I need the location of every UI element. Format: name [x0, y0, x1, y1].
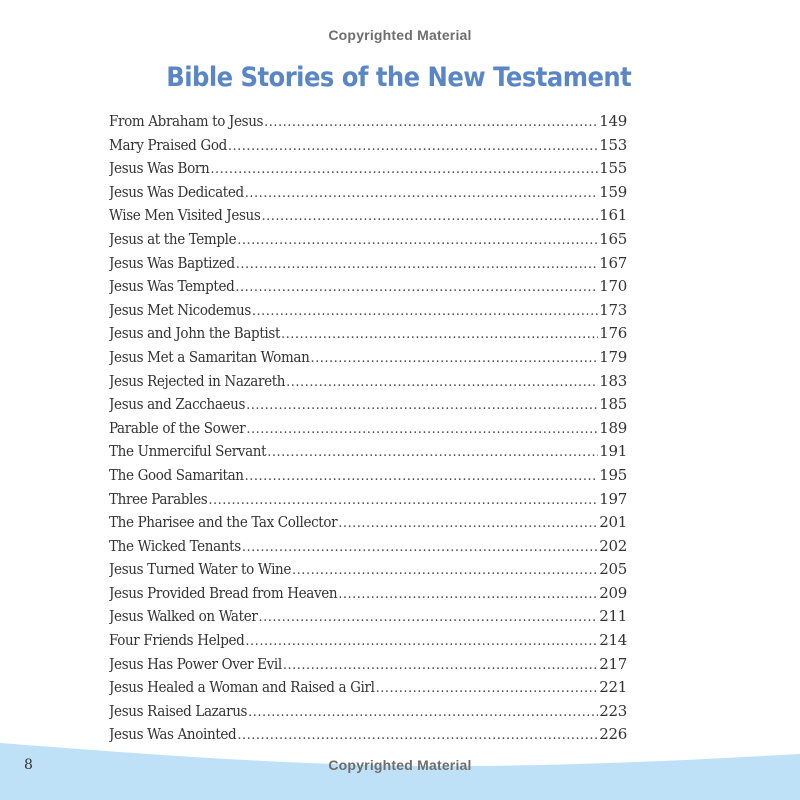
dot-leader — [208, 493, 598, 508]
toc-entry[interactable] — [109, 230, 627, 254]
toc-entry-page: 173 — [599, 300, 627, 319]
dot-leader — [235, 280, 598, 295]
toc-entry[interactable] — [109, 254, 627, 278]
dot-leader — [237, 233, 598, 248]
toc-entry-page: 226 — [599, 725, 627, 744]
toc-entry-page: 211 — [599, 607, 627, 626]
toc-entry[interactable] — [109, 655, 627, 679]
dot-leader — [267, 445, 598, 460]
toc-entry[interactable] — [109, 348, 627, 372]
toc-entry-page: 191 — [599, 442, 627, 461]
dot-leader — [245, 634, 598, 649]
dot-leader — [258, 610, 598, 625]
toc-entry-page: 183 — [599, 371, 627, 390]
toc-entry-page: 176 — [599, 324, 627, 343]
dot-leader — [210, 162, 598, 177]
dot-leader — [292, 563, 598, 578]
toc-entry-page: 155 — [599, 159, 627, 178]
dot-leader — [242, 540, 598, 555]
toc-entry[interactable] — [109, 395, 627, 419]
dot-leader — [246, 398, 598, 413]
toc-entry[interactable] — [109, 537, 627, 561]
toc-entry[interactable] — [109, 490, 627, 514]
toc-entry[interactable] — [109, 183, 627, 207]
toc-entry-page: 159 — [599, 182, 627, 201]
toc-entry[interactable] — [109, 112, 627, 136]
toc-entry[interactable] — [109, 678, 627, 702]
dot-leader — [281, 327, 598, 342]
toc-entry-page: 161 — [599, 206, 627, 225]
toc-entry[interactable] — [109, 725, 627, 749]
toc-entry[interactable] — [109, 442, 627, 466]
toc-entry-title: Jesus Raised Lazarus — [109, 701, 248, 720]
toc-entry-title: Jesus Rejected in Nazareth — [109, 371, 286, 390]
toc-entry-title: Three Parables — [109, 489, 208, 508]
toc-entry-page: 201 — [599, 513, 627, 532]
toc-entry[interactable] — [109, 206, 627, 230]
toc-entry-page: 153 — [599, 135, 627, 154]
toc-entry-title: Jesus Was Anointed — [109, 725, 237, 744]
toc-entry-page: 167 — [599, 253, 627, 272]
dot-leader — [376, 681, 599, 696]
toc-entry-page: 179 — [599, 347, 627, 366]
toc-entry-title: Parable of the Sower — [109, 418, 246, 437]
toc-entry-page: 223 — [599, 701, 627, 720]
dot-leader — [248, 705, 598, 720]
toc-entry-title: Jesus Met a Samaritan Woman — [109, 347, 310, 366]
toc-entry-title: Jesus and Zacchaeus — [109, 395, 246, 414]
toc-entry[interactable] — [109, 607, 627, 631]
copyright-watermark-bottom: Copyrighted Material — [328, 757, 472, 773]
table-of-contents — [109, 112, 627, 749]
toc-entry-page: 214 — [599, 631, 627, 650]
toc-entry-title: Jesus Met Nicodemus — [109, 300, 251, 319]
dot-leader — [246, 422, 598, 437]
dot-leader — [310, 351, 598, 366]
toc-entry-title: The Unmerciful Servant — [109, 442, 267, 461]
toc-entry-title: Jesus and John the Baptist — [109, 324, 281, 343]
toc-entry-title: Jesus Provided Bread from Heaven — [109, 583, 338, 602]
toc-entry-title: Jesus at the Temple — [109, 229, 237, 248]
toc-entry-title: Jesus Walked on Water — [109, 607, 258, 626]
toc-entry-title: Four Friends Helped — [109, 631, 245, 650]
dot-leader — [286, 375, 598, 390]
toc-entry[interactable] — [109, 136, 627, 160]
toc-entry[interactable] — [109, 324, 627, 348]
toc-entry-page: 189 — [599, 418, 627, 437]
toc-entry[interactable] — [109, 560, 627, 584]
dot-leader — [338, 516, 598, 531]
toc-entry[interactable] — [109, 584, 627, 608]
toc-entry-page: 149 — [599, 112, 627, 130]
dot-leader — [237, 728, 598, 743]
toc-entry[interactable] — [109, 372, 627, 396]
toc-entry-page: 185 — [599, 395, 627, 414]
copyright-watermark-top: Copyrighted Material — [328, 27, 472, 43]
toc-entry-title: Jesus Was Baptized — [109, 253, 235, 272]
toc-entry-page: 209 — [599, 583, 627, 602]
toc-entry[interactable] — [109, 631, 627, 655]
page-number: 8 — [24, 757, 33, 773]
toc-entry[interactable] — [109, 513, 627, 537]
dot-leader — [228, 139, 598, 154]
toc-entry-title: The Wicked Tenants — [109, 536, 241, 555]
toc-entry-page: 197 — [599, 489, 627, 508]
toc-entry[interactable] — [109, 419, 627, 443]
toc-entry-page: 165 — [599, 229, 627, 248]
toc-entry-title: The Pharisee and the Tax Collector — [109, 513, 338, 532]
toc-entry-page: 202 — [599, 536, 627, 555]
toc-entry[interactable] — [109, 159, 627, 183]
toc-entry-title: Jesus Was Dedicated — [109, 182, 244, 201]
toc-entry-title: Jesus Was Born — [109, 159, 210, 178]
toc-entry-title: The Good Samaritan — [109, 465, 244, 484]
toc-entry-page: 195 — [599, 465, 627, 484]
toc-entry-title: Jesus Turned Water to Wine — [109, 560, 292, 579]
dot-leader — [245, 469, 599, 484]
toc-entry[interactable] — [109, 301, 627, 325]
toc-entry-title: From Abraham to Jesus — [109, 112, 264, 130]
dot-leader — [283, 658, 598, 673]
toc-entry[interactable] — [109, 702, 627, 726]
toc-entry-page: 221 — [599, 678, 627, 697]
dot-leader — [245, 186, 598, 201]
dot-leader — [252, 304, 598, 319]
toc-entry-title: Wise Men Visited Jesus — [109, 206, 261, 225]
toc-entry-title: Jesus Has Power Over Evil — [109, 654, 282, 673]
dot-leader — [261, 209, 598, 224]
dot-leader — [264, 115, 598, 130]
toc-entry[interactable] — [109, 466, 627, 490]
toc-entry-title: Mary Praised God — [109, 135, 227, 154]
toc-entry-title: Jesus Healed a Woman and Raised a Girl — [109, 678, 375, 697]
section-title: Bible Stories of the New Testament — [166, 62, 632, 93]
dot-leader — [236, 257, 598, 272]
toc-entry-title: Jesus Was Tempted — [109, 277, 235, 296]
toc-entry[interactable] — [109, 277, 627, 301]
toc-entry-page: 205 — [599, 560, 627, 579]
dot-leader — [338, 587, 598, 602]
toc-entry-page: 217 — [599, 654, 627, 673]
toc-entry-page: 170 — [599, 277, 627, 296]
